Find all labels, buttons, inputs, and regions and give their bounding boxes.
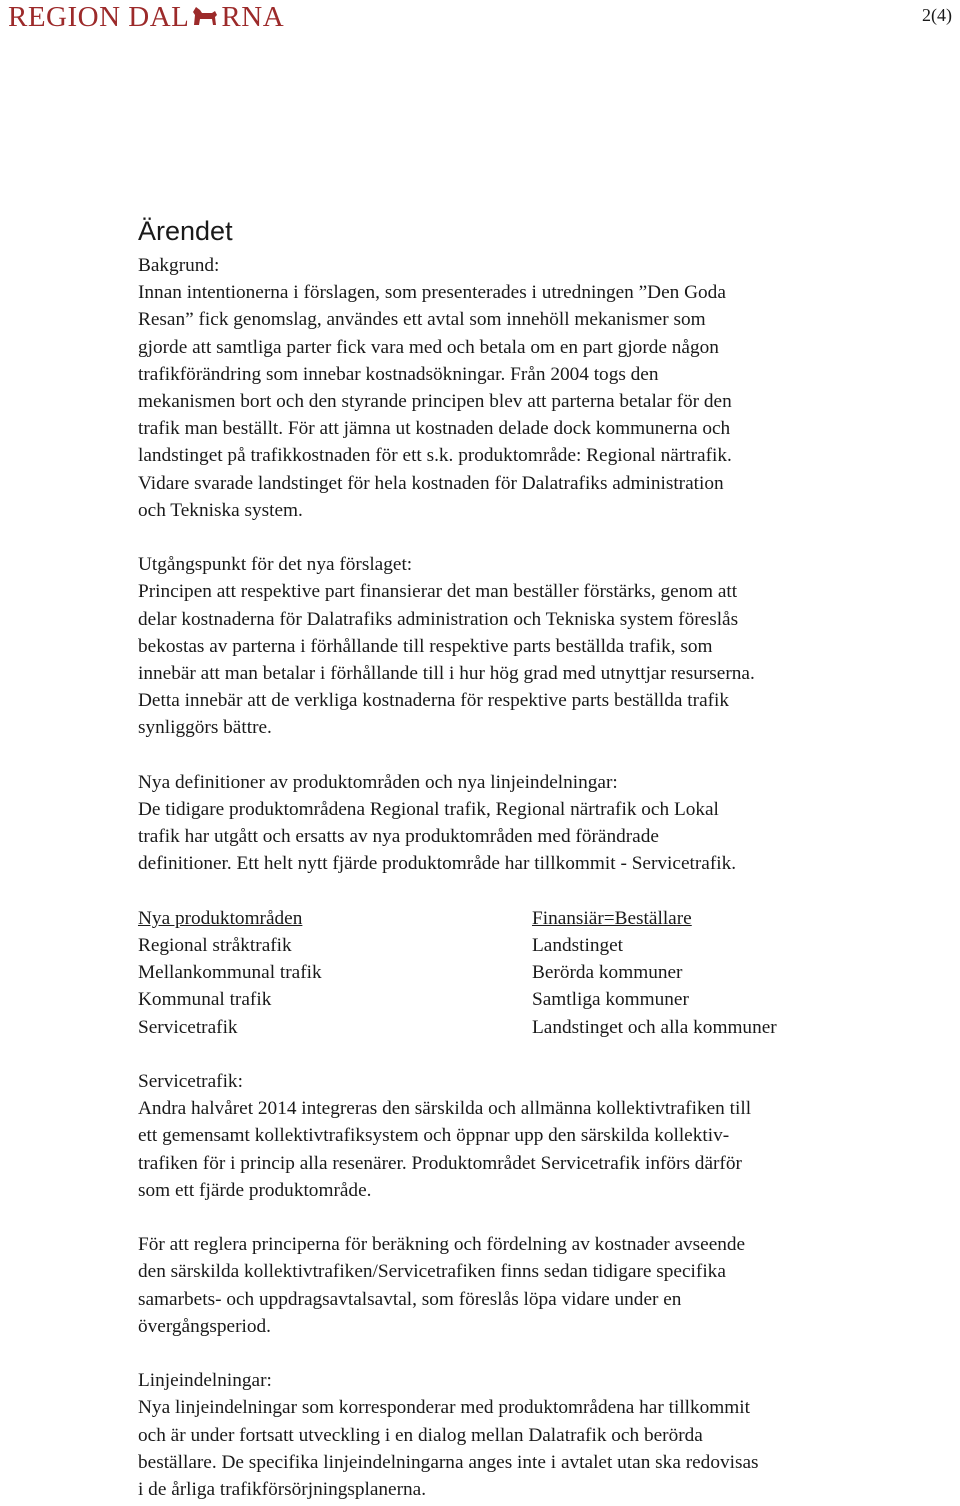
text-line: samarbets- och uppdragsavtalsavtal, som föreslås löpa vidare under en: [138, 1288, 682, 1310]
text-line: bekostas av parterna i förhållande till respektive parts beställda trafik, som: [138, 635, 713, 657]
table-cell: Berörda kommuner: [532, 962, 683, 984]
section-heading: Linjeindelningar:: [138, 1370, 272, 1392]
section-bakgrund: [138, 252, 878, 524]
text-line: Andra halvåret 2014 integreras den särskilda och allmänna kollektivtrafiken till: [138, 1098, 752, 1120]
section-utgangspunkt: [138, 551, 878, 741]
text-line: definitioner. Ett helt nytt fjärde produktområde har tillkommit - Servicetrafik.: [138, 853, 737, 875]
section-servicetrafik: [138, 1068, 878, 1204]
section-heading: Nya definitioner av produktområden och nya linjeindelningar:: [138, 771, 618, 793]
text-line: mekanismen bort och den styrande principen blev att parterna betalar för den: [138, 391, 732, 413]
table-cell: Landstinget: [532, 935, 624, 957]
text-line: Vidare svarade landstinget för hela kostnaden för Dalatrafiks administration: [138, 472, 724, 494]
text-line: beställare. De specifika linjeindelningarna anges inte i avtalet utan ska redovisas: [138, 1451, 759, 1473]
text-line: Principen att respektive part finansierar det man beställer förstärks, genom att: [138, 581, 738, 603]
text-line: trafikförändring som innebar kostnadsökningar. Från 2004 togs den: [138, 363, 659, 385]
table-cell: Servicetrafik: [138, 1016, 238, 1038]
document-body: [138, 214, 878, 1503]
text-line: ett gemensamt kollektivtrafiksystem och öppnar upp den särskilda kollektiv-: [138, 1125, 730, 1147]
section-linjeindelningar: [138, 1367, 878, 1503]
column-header: Nya produktområden: [138, 907, 303, 929]
section-reglera: [138, 1231, 878, 1340]
text-line: innebär att man betalar i förhållande till i hur hög grad med utnyttjar resurserna.: [138, 663, 755, 685]
logo-text-right: RNA: [221, 0, 285, 33]
page-title: Ärendet: [138, 216, 233, 246]
text-line: och Tekniska system.: [138, 499, 303, 521]
region-dalarna-logo: [8, 2, 284, 32]
table-cell: Samtliga kommuner: [532, 989, 689, 1011]
section-definitioner: [138, 769, 878, 878]
text-line: delar kostnaderna för Dalatrafiks administration och Tekniska system föreslås: [138, 608, 739, 630]
text-line: den särskilda kollektivtrafiken/Servicetrafiken finns sedan tidigare specifika: [138, 1261, 726, 1283]
logo-text-left: REGION DAL: [8, 0, 190, 33]
dala-horse-icon: [190, 3, 220, 31]
text-line: För att reglera principerna för beräkning och fördelning av kostnader avseende: [138, 1234, 746, 1256]
text-line: Innan intentionerna i förslagen, som presenterades i utredningen ”Den Goda: [138, 282, 726, 304]
text-line: Resan” fick genomslag, användes ett avtal som innehöll mekanismer som: [138, 309, 706, 331]
table-cell: Mellankommunal trafik: [138, 962, 322, 984]
product-area-table: [138, 905, 878, 1041]
text-line: som ett fjärde produktområde.: [138, 1179, 372, 1201]
text-line: De tidigare produktområdena Regional trafik, Regional närtrafik och Lokal: [138, 799, 719, 821]
column-header: Finansiär=Beställare: [532, 907, 692, 929]
text-line: trafik man beställt. För att jämna ut kostnaden delade dock kommunerna och: [138, 418, 731, 440]
section-heading: Utgångspunkt för det nya förslaget:: [138, 554, 413, 576]
table-cell: Kommunal trafik: [138, 989, 272, 1011]
text-line: synliggörs bättre.: [138, 717, 272, 739]
table-cell: Landstinget och alla kommuner: [532, 1016, 777, 1038]
text-line: gjorde att samtliga parter fick vara med och betala om en part gjorde någon: [138, 336, 719, 358]
text-line: övergångsperiod.: [138, 1315, 271, 1337]
text-line: trafik har utgått och ersatts av nya produktområden med förändrade: [138, 826, 659, 848]
section-heading: Bakgrund:: [138, 255, 220, 276]
text-line: i de årliga trafikförsörjningsplanerna.: [138, 1479, 427, 1501]
product-area-column: [138, 905, 532, 1041]
page-number: 2(4): [922, 5, 952, 25]
table-cell: Regional stråktrafik: [138, 935, 292, 957]
section-heading: Servicetrafik:: [138, 1071, 243, 1093]
text-line: Detta innebär att de verkliga kostnaderna för respektive parts beställda trafik: [138, 690, 730, 712]
text-line: och är under fortsatt utveckling i en dialog mellan Dalatrafik och berörda: [138, 1424, 703, 1446]
text-line: Nya linjeindelningar som korresponderar med produktområdena har tillkommit: [138, 1397, 751, 1419]
financier-column: [532, 905, 872, 1041]
text-line: trafiken för i princip alla resenärer. Produktområdet Servicetrafik införs därför: [138, 1152, 742, 1174]
text-line: landstinget på trafikkostnaden för ett s.k. produktområde: Regional närtrafik.: [138, 445, 732, 467]
